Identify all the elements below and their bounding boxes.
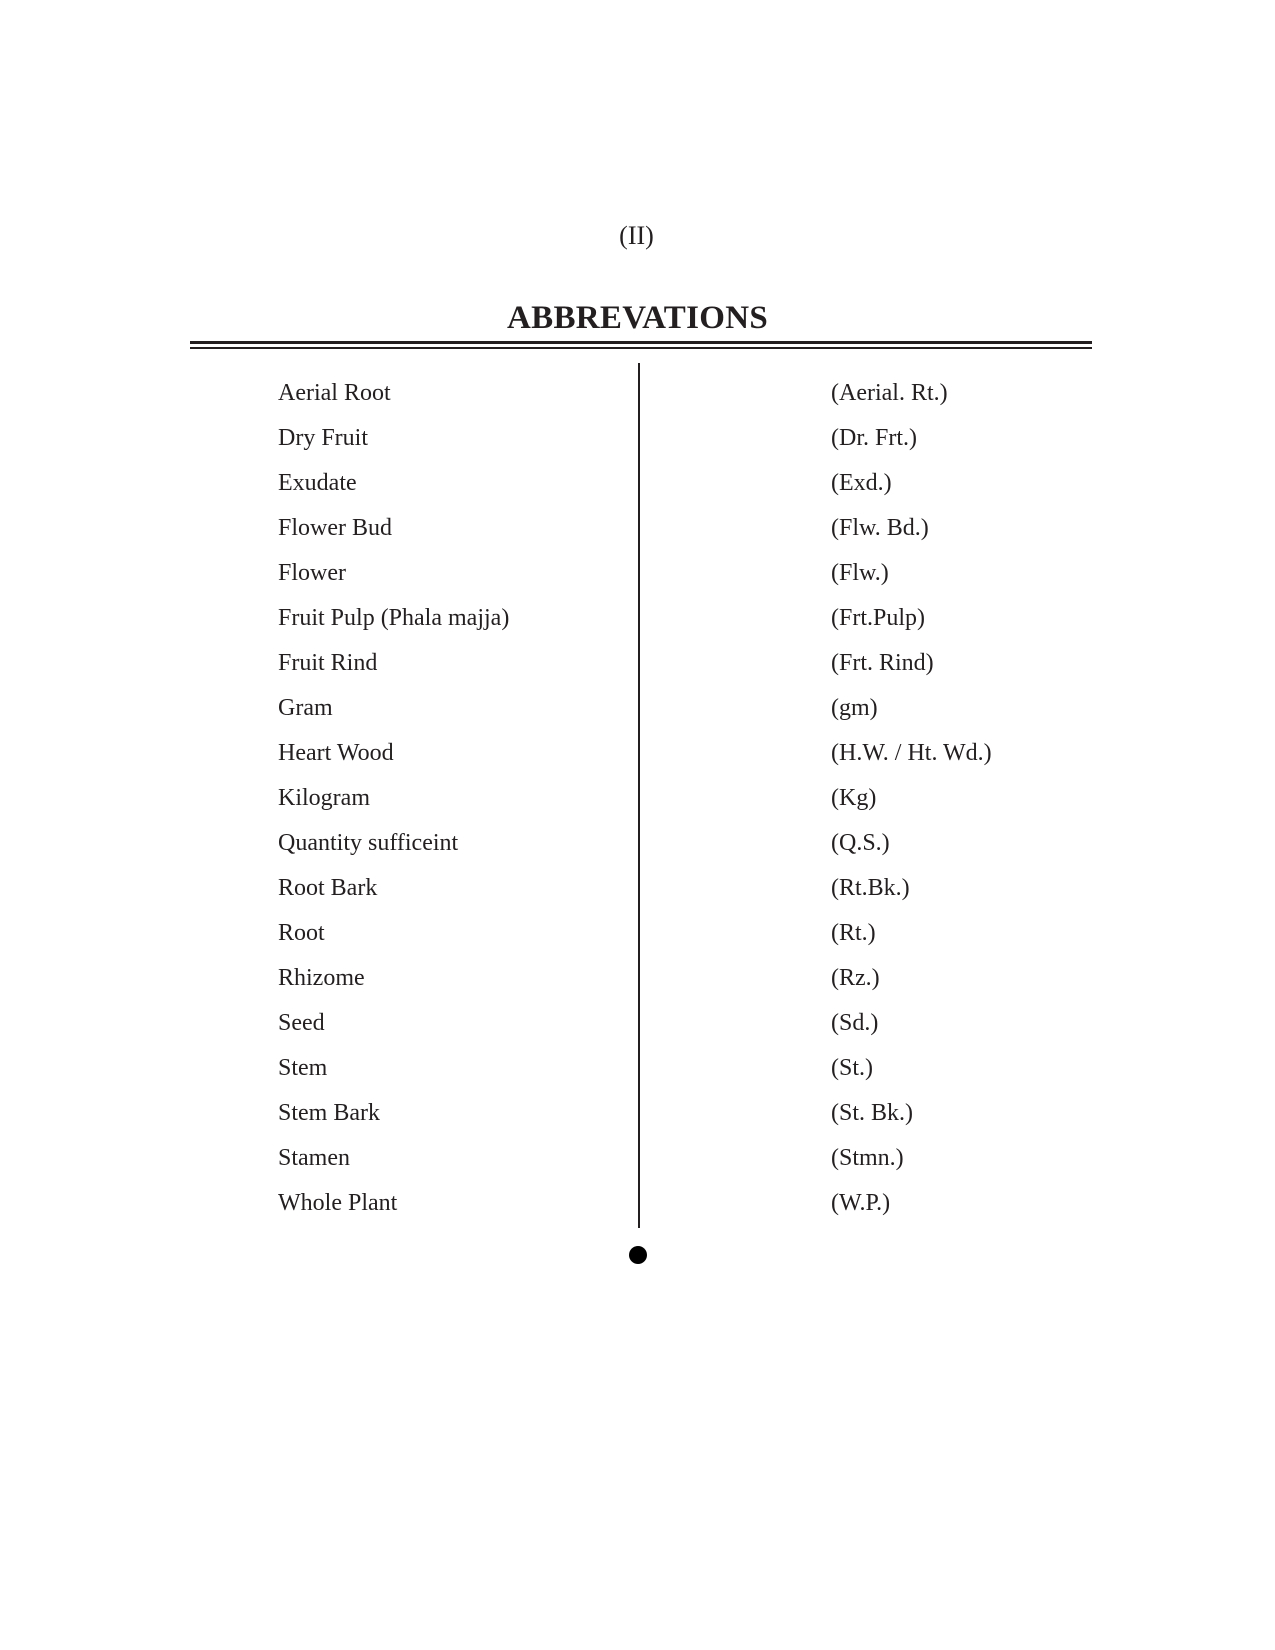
- abbreviation: (Rt.): [831, 920, 876, 946]
- abbreviation: (H.W. / Ht. Wd.): [831, 740, 992, 766]
- abbreviation-row: [278, 825, 1078, 870]
- term: Dry Fruit: [278, 425, 368, 451]
- abbreviation-row: [278, 690, 1078, 735]
- abbreviation-row: [278, 555, 1078, 600]
- term: Flower Bud: [278, 515, 392, 541]
- abbreviation: (Sd.): [831, 1010, 879, 1036]
- abbreviation-row: [278, 465, 1078, 510]
- term: Exudate: [278, 470, 357, 496]
- title-rule-bottom: [190, 347, 1092, 349]
- term: Rhizome: [278, 965, 365, 991]
- page-number: (II): [619, 221, 654, 250]
- abbreviation-row: [278, 870, 1078, 915]
- abbreviation: (Rt.Bk.): [831, 875, 910, 901]
- term: Kilogram: [278, 785, 370, 811]
- abbreviation-row: [278, 645, 1078, 690]
- term: Stem: [278, 1055, 328, 1081]
- abbreviation-row: [278, 1185, 1078, 1230]
- abbreviation: (Stmn.): [831, 1145, 904, 1171]
- abbreviation-row: [278, 735, 1078, 780]
- title-rule-top: [190, 341, 1092, 344]
- abbreviation: (St. Bk.): [831, 1100, 914, 1126]
- term: Root Bark: [278, 875, 378, 901]
- abbreviation-row: [278, 1050, 1078, 1095]
- abbreviation: (St.): [831, 1055, 873, 1081]
- abbreviation-row: [278, 960, 1078, 1005]
- abbreviation-row: [278, 420, 1078, 465]
- abbreviation-row: [278, 510, 1078, 555]
- abbreviation-row: [278, 1095, 1078, 1140]
- term: Stamen: [278, 1145, 350, 1171]
- abbreviation: (Frt. Rind): [831, 650, 934, 676]
- abbreviation: (Kg): [831, 785, 877, 811]
- term: Gram: [278, 695, 333, 721]
- abbreviation: (Rz.): [831, 965, 880, 991]
- term: Stem Bark: [278, 1100, 380, 1126]
- term: Flower: [278, 560, 346, 586]
- abbreviation-list: [278, 375, 1078, 1230]
- abbreviation-row: [278, 375, 1078, 420]
- abbreviation-row: [278, 780, 1078, 825]
- abbreviation-row: [278, 600, 1078, 645]
- abbreviation: (Frt.Pulp): [831, 605, 926, 631]
- term: Heart Wood: [278, 740, 394, 766]
- end-bullet-icon: [629, 1246, 647, 1264]
- abbreviation: (Flw. Bd.): [831, 515, 929, 541]
- abbreviation-row: [278, 1140, 1078, 1185]
- term: Fruit Rind: [278, 650, 378, 676]
- abbreviation: (Q.S.): [831, 830, 890, 856]
- term: Root: [278, 920, 325, 946]
- abbreviation: (Dr. Frt.): [831, 425, 917, 451]
- abbreviation: (Exd.): [831, 470, 892, 496]
- abbreviation-row: [278, 915, 1078, 960]
- page-title: ABBREVATIONS: [507, 300, 768, 336]
- abbreviation-row: [278, 1005, 1078, 1050]
- abbreviation: (Aerial. Rt.): [831, 380, 948, 406]
- abbreviation: (W.P.): [831, 1190, 891, 1216]
- term: Quantity sufficeint: [278, 830, 459, 856]
- abbreviation: (Flw.): [831, 560, 889, 586]
- abbreviation: (gm): [831, 695, 878, 721]
- term: Aerial Root: [278, 380, 391, 406]
- term: Whole Plant: [278, 1190, 398, 1216]
- term: Seed: [278, 1010, 325, 1036]
- term: Fruit Pulp (Phala majja): [278, 605, 510, 631]
